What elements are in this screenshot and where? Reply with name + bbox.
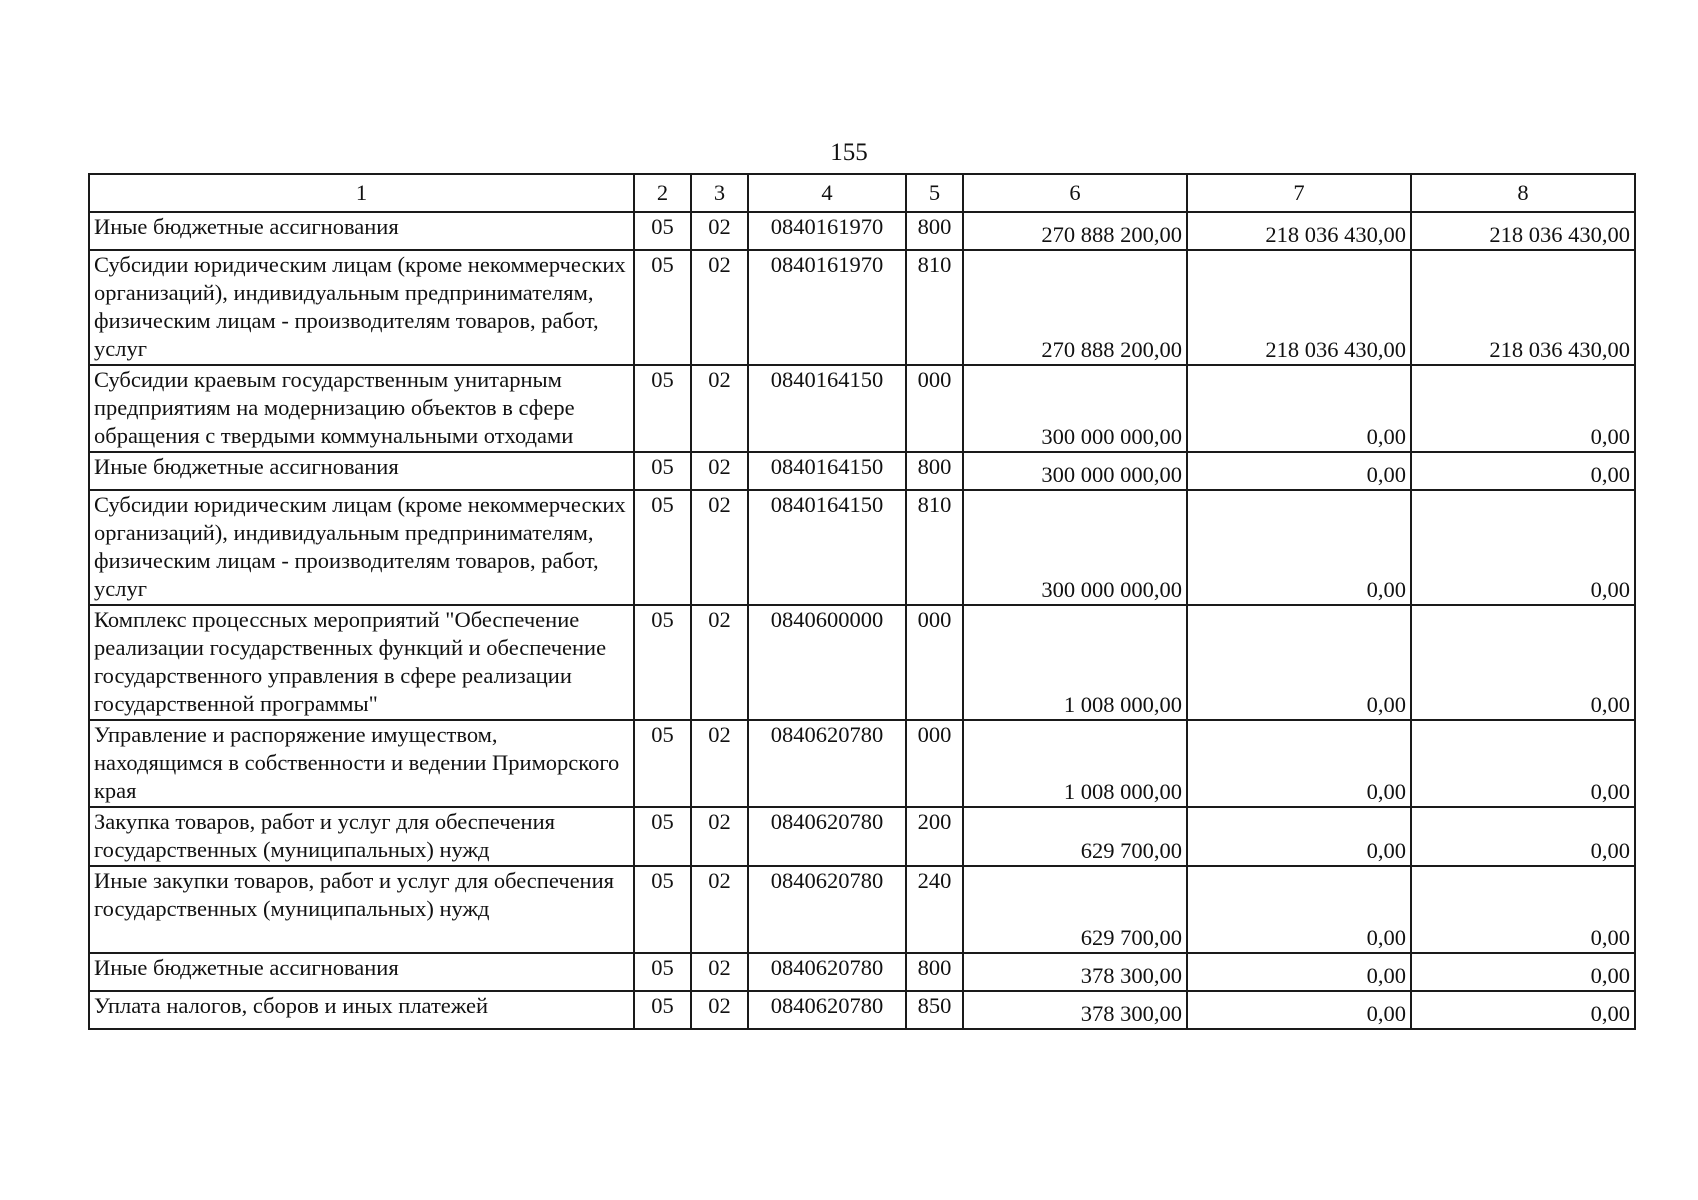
amount-col-7: 0,00 xyxy=(1187,953,1411,991)
amount-col-6: 300 000 000,00 xyxy=(963,452,1187,490)
section-code: 05 xyxy=(634,452,691,490)
section-code: 05 xyxy=(634,605,691,720)
amount-col-8: 0,00 xyxy=(1411,490,1635,605)
amount-col-7: 0,00 xyxy=(1187,807,1411,866)
amount-col-7: 0,00 xyxy=(1187,605,1411,720)
subsection-code: 02 xyxy=(691,953,748,991)
table-row xyxy=(89,953,1635,991)
table-row xyxy=(89,490,1635,605)
amount-col-6: 378 300,00 xyxy=(963,991,1187,1029)
amount-col-8: 0,00 xyxy=(1411,365,1635,452)
table-row xyxy=(89,365,1635,452)
section-code: 05 xyxy=(634,720,691,807)
subsection-code: 02 xyxy=(691,605,748,720)
table-row xyxy=(89,807,1635,866)
expense-type-code: 240 xyxy=(906,866,963,953)
column-header: 5 xyxy=(906,174,963,212)
row-name: Субсидии юридическим лицам (кроме некоммерческих организаций), индивидуальным предпринимателям, физическим лицам - производителям товаров, работ, услуг xyxy=(89,250,634,365)
subsection-code: 02 xyxy=(691,365,748,452)
target-article-code: 0840164150 xyxy=(748,365,906,452)
amount-col-6: 378 300,00 xyxy=(963,953,1187,991)
subsection-code: 02 xyxy=(691,452,748,490)
page-number: 155 xyxy=(830,139,868,166)
amount-col-6: 270 888 200,00 xyxy=(963,212,1187,250)
amount-col-7: 0,00 xyxy=(1187,720,1411,807)
amount-col-6: 300 000 000,00 xyxy=(963,365,1187,452)
row-name: Иные бюджетные ассигнования xyxy=(89,452,634,490)
section-code: 05 xyxy=(634,212,691,250)
row-name: Закупка товаров, работ и услуг для обеспечения государственных (муниципальных) нужд xyxy=(89,807,634,866)
amount-col-8: 0,00 xyxy=(1411,807,1635,866)
amount-col-7: 0,00 xyxy=(1187,490,1411,605)
target-article-code: 0840620780 xyxy=(748,991,906,1029)
subsection-code: 02 xyxy=(691,866,748,953)
subsection-code: 02 xyxy=(691,490,748,605)
amount-col-6: 270 888 200,00 xyxy=(963,250,1187,365)
target-article-code: 0840600000 xyxy=(748,605,906,720)
amount-col-7: 0,00 xyxy=(1187,866,1411,953)
section-code: 05 xyxy=(634,991,691,1029)
row-name: Субсидии юридическим лицам (кроме некоммерческих организаций), индивидуальным предпринимателям, физическим лицам - производителям товаров, работ, услуг xyxy=(89,490,634,605)
amount-col-7: 0,00 xyxy=(1187,452,1411,490)
column-header: 1 xyxy=(89,174,634,212)
expense-type-code: 800 xyxy=(906,452,963,490)
target-article-code: 0840164150 xyxy=(748,452,906,490)
expense-type-code: 810 xyxy=(906,250,963,365)
subsection-code: 02 xyxy=(691,720,748,807)
section-code: 05 xyxy=(634,250,691,365)
column-header: 3 xyxy=(691,174,748,212)
budget-table xyxy=(88,173,1636,1030)
target-article-code: 0840620780 xyxy=(748,720,906,807)
target-article-code: 0840164150 xyxy=(748,490,906,605)
expense-type-code: 810 xyxy=(906,490,963,605)
amount-col-7: 218 036 430,00 xyxy=(1187,212,1411,250)
target-article-code: 0840620780 xyxy=(748,807,906,866)
amount-col-7: 0,00 xyxy=(1187,991,1411,1029)
table-row xyxy=(89,250,1635,365)
amount-col-8: 0,00 xyxy=(1411,720,1635,807)
section-code: 05 xyxy=(634,807,691,866)
column-header: 4 xyxy=(748,174,906,212)
column-header: 8 xyxy=(1411,174,1635,212)
row-name: Субсидии краевым государственным унитарным предприятиям на модернизацию объектов в сфере обращения с твердыми коммунальными отходами xyxy=(89,365,634,452)
target-article-code: 0840620780 xyxy=(748,953,906,991)
table-row xyxy=(89,720,1635,807)
row-name: Иные бюджетные ассигнования xyxy=(89,212,634,250)
subsection-code: 02 xyxy=(691,250,748,365)
subsection-code: 02 xyxy=(691,991,748,1029)
expense-type-code: 800 xyxy=(906,953,963,991)
amount-col-6: 1 008 000,00 xyxy=(963,605,1187,720)
expense-type-code: 000 xyxy=(906,365,963,452)
target-article-code: 0840161970 xyxy=(748,212,906,250)
row-name: Управление и распоряжение имуществом, находящимся в собственности и ведении Приморского края xyxy=(89,720,634,807)
row-name: Иные бюджетные ассигнования xyxy=(89,953,634,991)
amount-col-8: 0,00 xyxy=(1411,452,1635,490)
column-header: 2 xyxy=(634,174,691,212)
target-article-code: 0840161970 xyxy=(748,250,906,365)
expense-type-code: 000 xyxy=(906,720,963,807)
section-code: 05 xyxy=(634,365,691,452)
amount-col-8: 0,00 xyxy=(1411,605,1635,720)
amount-col-6: 629 700,00 xyxy=(963,807,1187,866)
amount-col-8: 0,00 xyxy=(1411,953,1635,991)
subsection-code: 02 xyxy=(691,807,748,866)
table-row xyxy=(89,452,1635,490)
amount-col-8: 218 036 430,00 xyxy=(1411,250,1635,365)
amount-col-8: 218 036 430,00 xyxy=(1411,212,1635,250)
section-code: 05 xyxy=(634,953,691,991)
section-code: 05 xyxy=(634,490,691,605)
expense-type-code: 000 xyxy=(906,605,963,720)
section-code: 05 xyxy=(634,866,691,953)
column-header: 7 xyxy=(1187,174,1411,212)
amount-col-8: 0,00 xyxy=(1411,866,1635,953)
table-row xyxy=(89,866,1635,953)
row-name: Уплата налогов, сборов и иных платежей xyxy=(89,991,634,1029)
row-name: Комплекс процессных мероприятий "Обеспечение реализации государственных функций и обеспечение государственного управления в сфере реализации государственной программы" xyxy=(89,605,634,720)
table-row xyxy=(89,605,1635,720)
amount-col-6: 1 008 000,00 xyxy=(963,720,1187,807)
amount-col-6: 629 700,00 xyxy=(963,866,1187,953)
table-row xyxy=(89,212,1635,250)
expense-type-code: 850 xyxy=(906,991,963,1029)
amount-col-7: 0,00 xyxy=(1187,365,1411,452)
table-row xyxy=(89,991,1635,1029)
subsection-code: 02 xyxy=(691,212,748,250)
header-row xyxy=(89,174,1635,212)
amount-col-7: 218 036 430,00 xyxy=(1187,250,1411,365)
amount-col-8: 0,00 xyxy=(1411,991,1635,1029)
expense-type-code: 200 xyxy=(906,807,963,866)
target-article-code: 0840620780 xyxy=(748,866,906,953)
column-header: 6 xyxy=(963,174,1187,212)
amount-col-6: 300 000 000,00 xyxy=(963,490,1187,605)
expense-type-code: 800 xyxy=(906,212,963,250)
row-name: Иные закупки товаров, работ и услуг для обеспечения государственных (муниципальных) нужд xyxy=(89,866,634,953)
